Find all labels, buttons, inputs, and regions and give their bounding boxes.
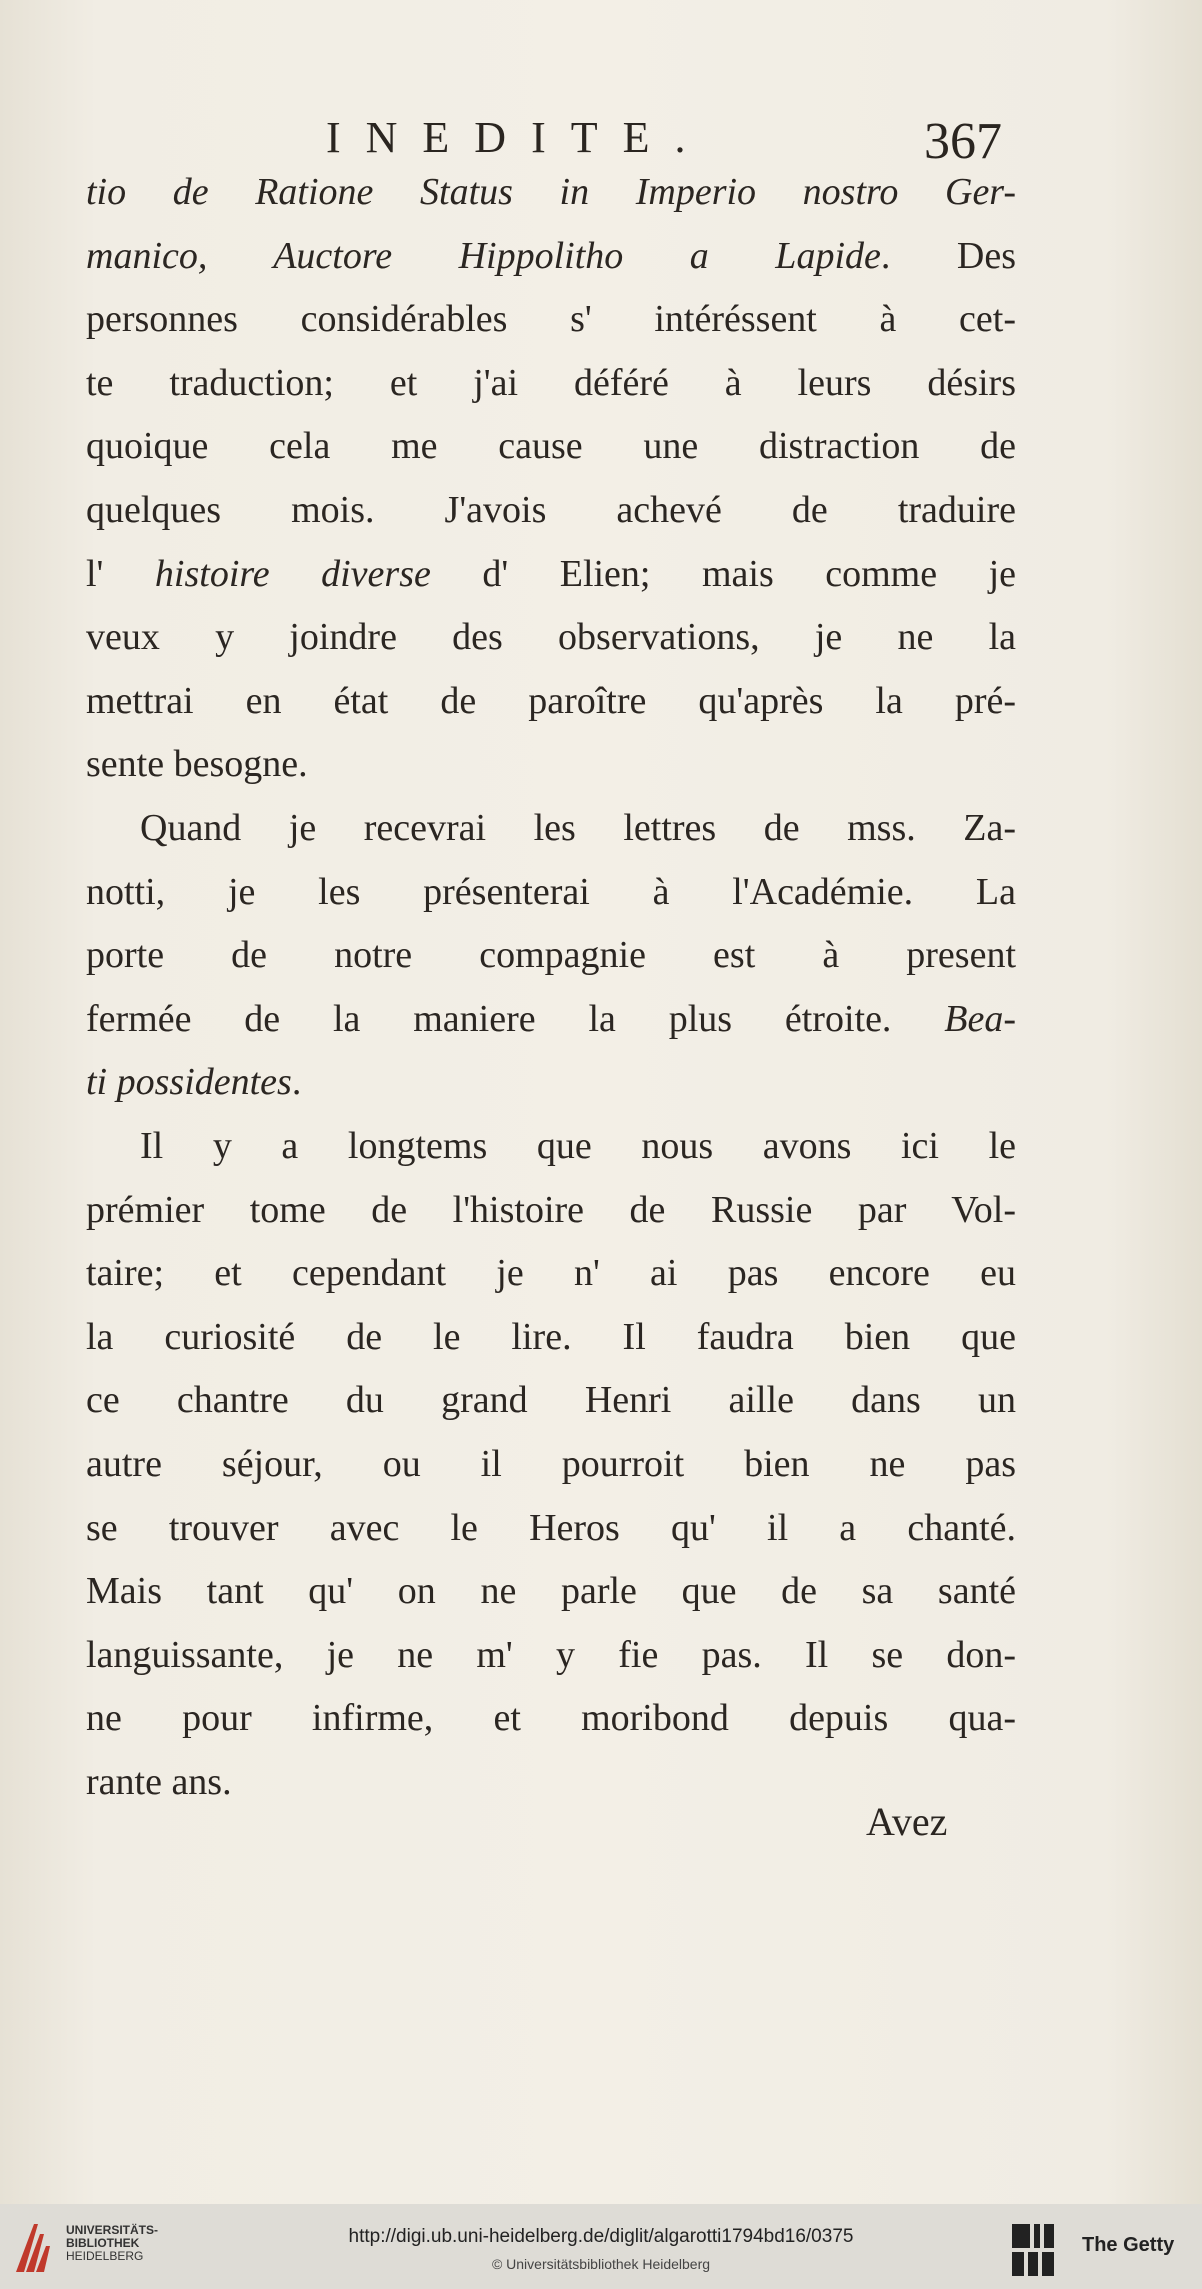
italic-text-run: Bea- [944, 997, 1016, 1040]
text-line [86, 160, 1016, 224]
text-run: Quand je recevrai les lettres de mss. Za- [140, 807, 1016, 849]
text-run: . Des [880, 234, 1016, 277]
text-run: veux y joindre des observations, je ne la [86, 616, 1016, 659]
text-run: la curiosité de le lire. Il faudra bien que [86, 1315, 1016, 1358]
viewer-footer [0, 2204, 1202, 2289]
text-run: quoique cela me cause une distraction de [86, 425, 1016, 468]
italic-text-run: histoire diverse [154, 552, 431, 595]
text-run: languissante, je ne m' y fie pas. Il se don- [86, 1633, 1016, 1676]
text-run: Mais tant qu' on ne parle que de sa santé [86, 1570, 1016, 1613]
text-line [86, 669, 1016, 733]
text-run: quelques mois. J'avois achevé de traduire [86, 489, 1016, 531]
text-run: se trouver avec le Heros qu' il a chanté. [86, 1506, 1016, 1549]
text-line [86, 414, 1016, 478]
text-line [86, 1178, 1016, 1242]
text-line [86, 224, 1016, 288]
text-line [86, 860, 1016, 924]
copyright-notice: © Universitätsbibliothek Heidelberg [491, 2256, 711, 2272]
text-line [86, 987, 1016, 1051]
page-number: 367 [924, 113, 1002, 170]
text-run: prémier tome de l'histoire de Russie par Vol- [86, 1188, 1016, 1231]
text-line [86, 1050, 1016, 1114]
text-run: porte de notre compagnie est à present [86, 934, 1016, 977]
text-run: d' Elien; mais comme je [430, 552, 1017, 595]
italic-text-run: ti possidentes [86, 1061, 292, 1104]
library-name-line-3: HEIDELBERG [66, 2249, 144, 2263]
italic-text-run: tio de Ratione Status in Imperio nostro Ger- [86, 171, 1016, 213]
text-line [86, 923, 1016, 987]
text-line [140, 796, 1016, 860]
text-line [86, 1368, 1016, 1432]
text-run: autre séjour, ou il pourroit bien ne pas [86, 1443, 1016, 1485]
text-run: sente besogne. [86, 743, 308, 786]
text-line [140, 1114, 1016, 1178]
catchword: Avez [866, 1799, 948, 1844]
text-run: mettrai en état de paroître qu'après la pré- [86, 679, 1016, 722]
text-run: ce chantre du grand Henri aille dans un [86, 1379, 1016, 1422]
text-run: . [291, 1061, 302, 1104]
text-line [86, 605, 1016, 669]
text-line [86, 1623, 1016, 1687]
text-run: ne pour infirme, et moribond depuis qua- [86, 1697, 1016, 1740]
italic-text-run: manico, Auctore Hippolitho a Lapide [86, 234, 881, 277]
library-name-line-2: BIBLIOTHEK [66, 2236, 140, 2250]
text-line [86, 351, 1016, 415]
text-run: notti, je les présenterai à l'Académie. La [86, 870, 1016, 913]
library-name-line-1: UNIVERSITÄTS- [66, 2223, 159, 2237]
text-run: taire; et cependant je n' ai pas encore eu [86, 1252, 1016, 1295]
text-line [86, 1686, 1016, 1750]
text-run: l' [86, 552, 155, 595]
text-line [86, 1305, 1016, 1369]
text-line [86, 542, 1016, 606]
text-run: rante ans. [86, 1761, 232, 1803]
text-line [86, 1432, 1016, 1496]
text-run: Il y a longtems que nous avons ici le [140, 1125, 1016, 1167]
getty-logo-icon [1010, 2222, 1056, 2278]
text-line [86, 1559, 1016, 1623]
text-line [86, 478, 1016, 542]
permalink-url[interactable]: http://digi.ub.uni-heidelberg.de/diglit/algarotti1794bd16/0375 [348, 2226, 854, 2247]
text-line [86, 732, 1016, 796]
text-run: fermée de la maniere la plus étroite. [86, 997, 945, 1040]
text-line [86, 1241, 1016, 1305]
text-run: personnes considérables s' intéréssent à cet- [86, 298, 1016, 341]
running-title: INEDITE. [326, 113, 711, 162]
text-run: te traduction; et j'ai déféré à leurs désirs [86, 361, 1016, 404]
text-line [86, 287, 1016, 351]
getty-partner-name: The Getty [1082, 2234, 1175, 2256]
text-line [86, 1496, 1016, 1560]
